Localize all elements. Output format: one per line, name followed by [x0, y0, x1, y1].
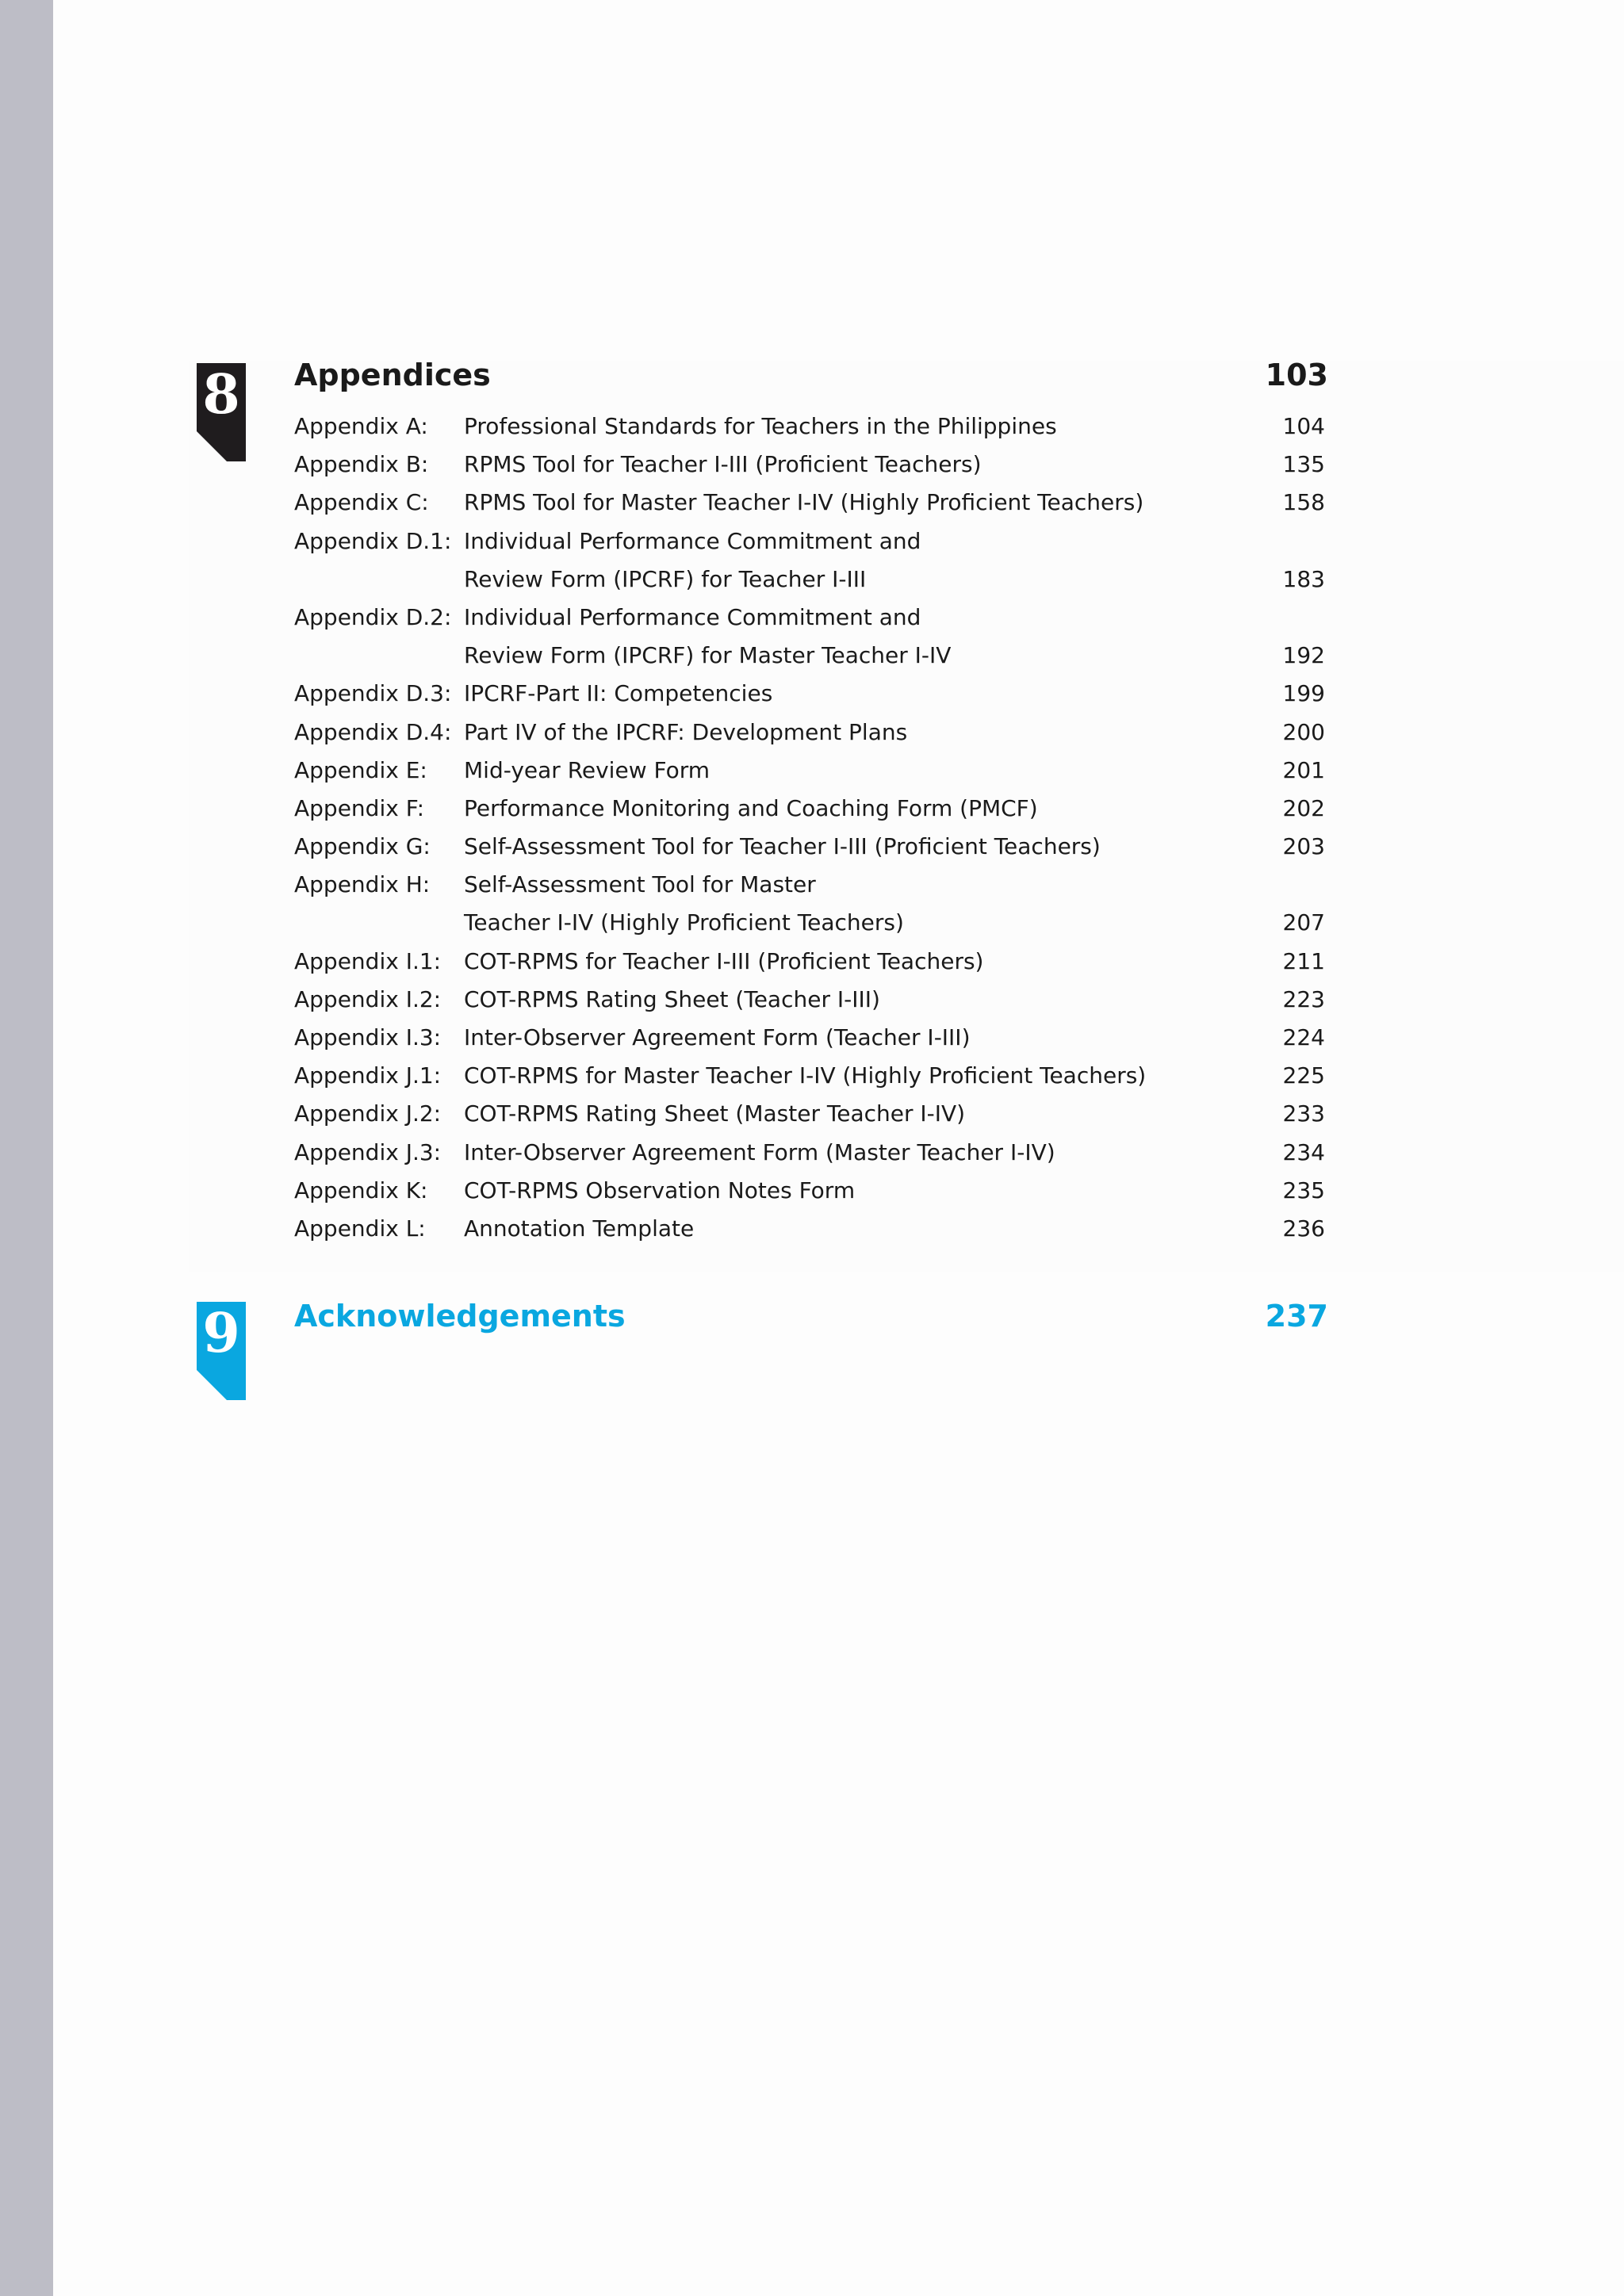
entry-label: Appendix E: [294, 756, 427, 783]
entry-page: 200 [1282, 718, 1325, 745]
entry-title: COT-RPMS for Master Teacher I-IV (Highly Proficient Teachers) [464, 1062, 1147, 1089]
entry-title: Self-Assessment Tool for Master [464, 871, 816, 898]
entry-page: 235 [1282, 1177, 1325, 1203]
entry-title: Individual Performance Commitment and [464, 603, 921, 630]
entry-title: COT-RPMS Rating Sheet (Teacher I-III) [464, 985, 880, 1012]
toc-row[interactable] [294, 981, 1325, 1019]
entry-page: 233 [1282, 1100, 1325, 1127]
entry-page: 202 [1282, 794, 1325, 821]
entry-page: 203 [1282, 833, 1325, 860]
entry-title: Review Form (IPCRF) for Master Teacher I-IV [464, 642, 952, 669]
toc-row[interactable] [294, 446, 1325, 484]
entry-label: Appendix H: [294, 871, 431, 898]
toc-row[interactable] [294, 408, 1325, 446]
entry-page: 207 [1282, 909, 1325, 936]
toc-row[interactable] [294, 1210, 1325, 1248]
entry-title: Individual Performance Commitment and [464, 527, 921, 554]
appendix-list [294, 408, 1325, 1248]
toc-row[interactable] [294, 1019, 1325, 1057]
entry-label: Appendix J.1: [294, 1062, 442, 1089]
entry-label: Appendix I.3: [294, 1024, 442, 1050]
entry-title: Inter-Observer Agreement Form (Master Teacher I-IV) [464, 1138, 1055, 1165]
toc-row[interactable] [294, 790, 1325, 828]
toc-row[interactable] [294, 522, 1325, 561]
entry-title: Review Form (IPCRF) for Teacher I-III [464, 565, 867, 592]
section-title-appendices[interactable]: Appendices [294, 358, 491, 392]
section-8-number: 8 [202, 363, 240, 427]
entry-label: Appendix L: [294, 1215, 426, 1242]
toc-row[interactable] [294, 1095, 1325, 1133]
section-page-appendices[interactable]: 103 [1265, 358, 1328, 392]
entry-label: Appendix J.3: [294, 1138, 442, 1165]
entry-title: RPMS Tool for Teacher I-III (Proficient Teachers) [464, 451, 982, 478]
entry-title: COT-RPMS for Teacher I-III (Proficient Teachers) [464, 947, 984, 974]
entry-page: 211 [1282, 947, 1325, 974]
entry-label: Appendix D.4: [294, 718, 452, 745]
toc-row[interactable] [294, 943, 1325, 981]
toc-row[interactable] [294, 714, 1325, 752]
entry-title: COT-RPMS Rating Sheet (Master Teacher I-IV) [464, 1100, 966, 1127]
entry-page: 192 [1282, 642, 1325, 669]
entry-label: Appendix I.1: [294, 947, 442, 974]
toc-row[interactable] [294, 866, 1325, 904]
entry-label: Appendix J.2: [294, 1100, 442, 1127]
entry-label: Appendix D.3: [294, 680, 452, 707]
entry-title: Self-Assessment Tool for Teacher I-III (Proficient Teachers) [464, 833, 1101, 860]
entry-page: 234 [1282, 1138, 1325, 1165]
toc-row[interactable] [294, 599, 1325, 637]
section-title-acknowledgements[interactable]: Acknowledgements [294, 1299, 626, 1334]
section-9-tab-marker [197, 1302, 246, 1400]
entry-title: Mid-year Review Form [464, 756, 710, 783]
entry-title: Performance Monitoring and Coaching Form (PMCF) [464, 794, 1038, 821]
toc-row[interactable] [294, 484, 1325, 522]
entry-page: 135 [1282, 451, 1325, 478]
toc-row[interactable] [294, 1057, 1325, 1095]
entry-label: Appendix F: [294, 794, 425, 821]
entry-page: 199 [1282, 680, 1325, 707]
entry-label: Appendix K: [294, 1177, 428, 1203]
entry-title: IPCRF-Part II: Competencies [464, 680, 773, 707]
entry-title: Inter-Observer Agreement Form (Teacher I-III) [464, 1024, 971, 1050]
entry-label: Appendix I.2: [294, 985, 442, 1012]
section-9-number: 9 [202, 1302, 240, 1365]
toc-row[interactable] [294, 637, 1325, 675]
entry-label: Appendix D.1: [294, 527, 452, 554]
toc-row[interactable] [294, 752, 1325, 790]
entry-title: Annotation Template [464, 1215, 695, 1242]
toc-row[interactable] [294, 828, 1325, 866]
entry-page: 183 [1282, 565, 1325, 592]
page-spine-bar [0, 0, 53, 2296]
entry-title: RPMS Tool for Master Teacher I-IV (Highly Proficient Teachers) [464, 489, 1144, 516]
toc-row[interactable] [294, 1172, 1325, 1210]
toc-row[interactable] [294, 904, 1325, 942]
entry-title: Professional Standards for Teachers in the Philippines [464, 413, 1057, 439]
entry-page: 223 [1282, 985, 1325, 1012]
toc-row[interactable] [294, 561, 1325, 599]
section-8-tab-marker [197, 363, 246, 461]
entry-label: Appendix B: [294, 451, 429, 478]
entry-label: Appendix G: [294, 833, 431, 860]
entry-page: 158 [1282, 489, 1325, 516]
entry-label: Appendix A: [294, 413, 428, 439]
entry-label: Appendix D.2: [294, 603, 452, 630]
entry-page: 201 [1282, 756, 1325, 783]
entry-title: Teacher I-IV (Highly Proficient Teachers) [464, 909, 904, 936]
section-page-acknowledgements[interactable]: 237 [1265, 1299, 1328, 1334]
entry-page: 224 [1282, 1024, 1325, 1050]
entry-page: 104 [1282, 413, 1325, 439]
entry-page: 236 [1282, 1215, 1325, 1242]
entry-title: COT-RPMS Observation Notes Form [464, 1177, 856, 1203]
entry-label: Appendix C: [294, 489, 429, 516]
toc-row[interactable] [294, 1134, 1325, 1172]
toc-row[interactable] [294, 675, 1325, 713]
entry-page: 225 [1282, 1062, 1325, 1089]
entry-title: Part IV of the IPCRF: Development Plans [464, 718, 908, 745]
